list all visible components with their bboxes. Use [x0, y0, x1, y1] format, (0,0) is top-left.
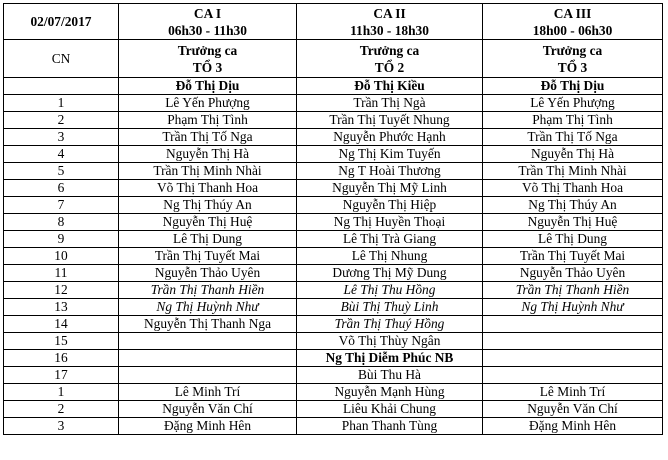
row-number: 7: [4, 197, 119, 214]
row-number: 2: [4, 401, 119, 418]
table-row: [4, 350, 663, 367]
shift-header-ca3: [483, 4, 663, 40]
staff-name-ca3: Trần Thị Tuyết Mai: [483, 248, 663, 265]
table-row: [4, 197, 663, 214]
row-number: 13: [4, 299, 119, 316]
row-number: 3: [4, 418, 119, 435]
staff-name-ca3: Trần Thị Tố Nga: [483, 129, 663, 146]
staff-name-ca1: Nguyễn Thị Hà: [119, 146, 297, 163]
table-row: [4, 180, 663, 197]
table-row: [4, 163, 663, 180]
staff-name-ca1: Nguyễn Thị Huệ: [119, 214, 297, 231]
staff-name-ca3: Trần Thị Thanh Hiền: [483, 282, 663, 299]
staff-name-ca3: Ng Thị Thúy An: [483, 197, 663, 214]
row-number: 8: [4, 214, 119, 231]
table-row: [4, 231, 663, 248]
row-number: 4: [4, 146, 119, 163]
staff-name-ca3: Nguyễn Văn Chí: [483, 401, 663, 418]
staff-name-ca1: Võ Thị Thanh Hoa: [119, 180, 297, 197]
lead-role: Trưởng ca: [177, 42, 238, 58]
staff-name-ca2: Nguyễn Thị Hiệp: [297, 197, 483, 214]
staff-name-ca2: Trần Thị Thuý Hồng: [297, 316, 483, 333]
staff-name-ca2: Bùi Thị Thuỳ Linh: [297, 299, 483, 316]
staff-name-ca1: Nguyễn Thị Thanh Nga: [119, 316, 297, 333]
row-number: 3: [4, 129, 119, 146]
staff-name-ca3: Lê Minh Trí: [483, 384, 663, 401]
table-row: [4, 146, 663, 163]
table-row: [4, 367, 663, 384]
lead-team: TỔ 3: [557, 59, 588, 75]
staff-name-ca1: Lê Thị Dung: [119, 231, 297, 248]
shift-lead-ca3: [483, 40, 663, 78]
staff-name-ca1: Trần Thị Tuyết Mai: [119, 248, 297, 265]
row-number: 1: [4, 95, 119, 112]
staff-name-ca3: Lê Thị Dung: [483, 231, 663, 248]
staff-name-ca1: Lê Minh Trí: [119, 384, 297, 401]
shift-head-row: [4, 78, 663, 95]
cn-label: CN: [4, 40, 119, 78]
row-number: 2: [4, 112, 119, 129]
table-row: [4, 248, 663, 265]
staff-name-ca1: Trần Thị Thanh Hiền: [119, 282, 297, 299]
staff-name-ca2: Lê Thị Nhung: [297, 248, 483, 265]
shift-name: CA II: [373, 6, 406, 21]
lead-role: Trưởng ca: [359, 42, 420, 58]
staff-name-ca3: Võ Thị Thanh Hoa: [483, 180, 663, 197]
staff-name-ca3: [483, 350, 663, 367]
staff-name-ca2: Nguyễn Thị Mỹ Linh: [297, 180, 483, 197]
table-row: [4, 265, 663, 282]
staff-name-ca2: Ng Thị Kim Tuyến: [297, 146, 483, 163]
staff-name-ca2: Liêu Khải Chung: [297, 401, 483, 418]
staff-name-ca1: Ng Thị Thúy An: [119, 197, 297, 214]
staff-name-ca1: Trần Thị Tố Nga: [119, 129, 297, 146]
staff-name-ca2: Trần Thị Ngà: [297, 95, 483, 112]
shift-header-ca2: [297, 4, 483, 40]
row-number: 10: [4, 248, 119, 265]
lead-team: TỔ 2: [374, 59, 405, 75]
staff-name-ca2: Lê Thị Thu Hồng: [297, 282, 483, 299]
staff-name-ca3: Nguyễn Thị Hà: [483, 146, 663, 163]
table-row: [4, 333, 663, 350]
row-number: 1: [4, 384, 119, 401]
row-number: [4, 78, 119, 95]
row-number: 6: [4, 180, 119, 197]
staff-name-ca2: Ng Thị Diễm Phúc NB: [297, 350, 483, 367]
staff-name-ca2: Ng T Hoài Thương: [297, 163, 483, 180]
staff-name-ca3: Nguyễn Thảo Uyên: [483, 265, 663, 282]
staff-name-ca1: Đặng Minh Hên: [119, 418, 297, 435]
staff-name-ca1: Lê Yến Phượng: [119, 95, 297, 112]
shift-lead-ca2: [297, 40, 483, 78]
shift-time: 11h30 - 18h30: [350, 23, 429, 38]
table-row: [4, 418, 663, 435]
table-row: [4, 299, 663, 316]
staff-name-ca3: Lê Yến Phượng: [483, 95, 663, 112]
table-row: [4, 129, 663, 146]
row-number: 16: [4, 350, 119, 367]
row-number: 14: [4, 316, 119, 333]
row-number: 9: [4, 231, 119, 248]
staff-name-ca3: Đỗ Thị Dịu: [483, 78, 663, 95]
staff-name-ca2: Dương Thị Mỹ Dung: [297, 265, 483, 282]
schedule-date: 02/07/2017: [4, 4, 119, 40]
staff-name-ca2: Ng Thị Huyền Thoại: [297, 214, 483, 231]
staff-name-ca1: Đỗ Thị Dịu: [119, 78, 297, 95]
staff-name-ca1: Phạm Thị Tình: [119, 112, 297, 129]
staff-name-ca1: Trần Thị Minh Nhài: [119, 163, 297, 180]
staff-name-ca2: Lê Thị Trà Giang: [297, 231, 483, 248]
shift-lead-ca1: [119, 40, 297, 78]
staff-name-ca1: [119, 333, 297, 350]
staff-name-ca3: Trần Thị Minh Nhài: [483, 163, 663, 180]
staff-name-ca2: Trần Thị Tuyết Nhung: [297, 112, 483, 129]
staff-name-ca3: [483, 316, 663, 333]
staff-name-ca3: Ng Thị Huỳnh Như: [483, 299, 663, 316]
shift-name: CA I: [193, 6, 222, 21]
shift-header-ca1: [119, 4, 297, 40]
staff-name-ca3: [483, 333, 663, 350]
staff-name-ca1: Nguyễn Văn Chí: [119, 401, 297, 418]
staff-name-ca2: Đỗ Thị Kiều: [297, 78, 483, 95]
staff-name-ca3: Phạm Thị Tình: [483, 112, 663, 129]
shift-name: CA III: [553, 6, 592, 21]
staff-name-ca2: Phan Thanh Tùng: [297, 418, 483, 435]
lead-role: Trưởng ca: [542, 42, 603, 58]
shift-time: 18h00 - 06h30: [532, 23, 613, 38]
row-number: 12: [4, 282, 119, 299]
lead-team: TỔ 3: [192, 59, 223, 75]
staff-name-ca3: Nguyễn Thị Huệ: [483, 214, 663, 231]
shift-schedule-table: [3, 3, 663, 435]
staff-name-ca1: Nguyễn Thảo Uyên: [119, 265, 297, 282]
table-row: [4, 282, 663, 299]
table-row: [4, 384, 663, 401]
table-row: [4, 316, 663, 333]
row-number: 15: [4, 333, 119, 350]
staff-name-ca2: Nguyễn Mạnh Hùng: [297, 384, 483, 401]
staff-name-ca2: Nguyễn Phước Hạnh: [297, 129, 483, 146]
shift-time: 06h30 - 11h30: [168, 23, 247, 38]
row-number: 17: [4, 367, 119, 384]
staff-name-ca1: Ng Thị Huỳnh Như: [119, 299, 297, 316]
staff-name-ca2: Bùi Thu Hà: [297, 367, 483, 384]
staff-name-ca1: [119, 350, 297, 367]
staff-name-ca1: [119, 367, 297, 384]
staff-name-ca3: [483, 367, 663, 384]
table-row: [4, 112, 663, 129]
table-row: [4, 214, 663, 231]
shift-lead-row: [4, 40, 663, 78]
staff-name-ca2: Võ Thị Thùy Ngân: [297, 333, 483, 350]
table-row: [4, 95, 663, 112]
shift-header-row: [4, 4, 663, 40]
staff-name-ca3: Đặng Minh Hên: [483, 418, 663, 435]
row-number: 5: [4, 163, 119, 180]
row-number: 11: [4, 265, 119, 282]
table-row: [4, 401, 663, 418]
